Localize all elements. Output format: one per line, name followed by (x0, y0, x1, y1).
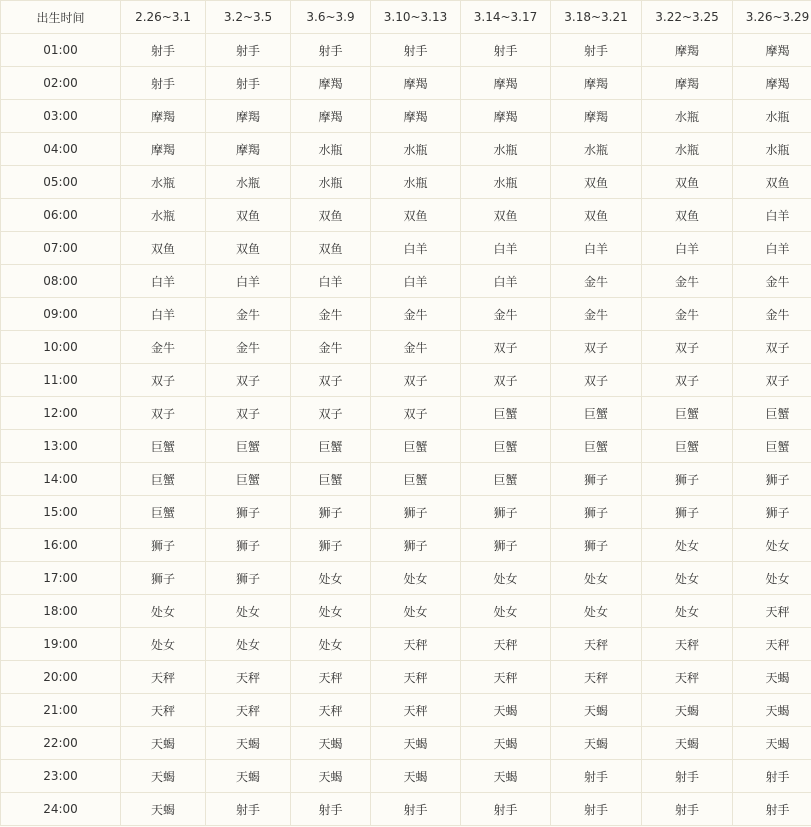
ascendant-sign-cell: 射手 (206, 67, 291, 100)
table-row (1, 265, 811, 298)
ascendant-sign-cell: 摩羯 (121, 133, 206, 166)
ascendant-sign-cell: 射手 (551, 34, 642, 67)
ascendant-sign-cell: 白羊 (121, 298, 206, 331)
birth-time-cell: 14:00 (1, 463, 121, 496)
table-row (1, 331, 811, 364)
table-row (1, 430, 811, 463)
ascendant-sign-cell: 双子 (371, 364, 461, 397)
ascendant-sign-cell: 白羊 (461, 265, 551, 298)
table-row (1, 34, 811, 67)
ascendant-sign-cell: 天蝎 (121, 793, 206, 826)
ascendant-sign-cell: 摩羯 (551, 100, 642, 133)
ascendant-sign-cell: 狮子 (371, 529, 461, 562)
ascendant-sign-cell: 射手 (291, 34, 371, 67)
ascendant-sign-cell: 摩羯 (371, 67, 461, 100)
ascendant-sign-cell: 天秤 (121, 661, 206, 694)
ascendant-sign-cell: 巨蟹 (291, 463, 371, 496)
column-header-date-range: 3.18~3.21 (551, 1, 642, 34)
ascendant-sign-cell: 双鱼 (733, 166, 811, 199)
table-row (1, 661, 811, 694)
ascendant-sign-cell: 双子 (642, 331, 733, 364)
ascendant-sign-cell: 巨蟹 (642, 430, 733, 463)
table-body (1, 34, 811, 826)
ascendant-sign-cell: 处女 (121, 595, 206, 628)
ascendant-sign-cell: 摩羯 (733, 67, 811, 100)
ascendant-sign-cell: 双鱼 (642, 166, 733, 199)
ascendant-sign-cell: 巨蟹 (291, 430, 371, 463)
ascendant-sign-cell: 水瓶 (733, 100, 811, 133)
ascendant-sign-cell: 巨蟹 (551, 397, 642, 430)
table-row (1, 166, 811, 199)
birth-time-cell: 09:00 (1, 298, 121, 331)
ascendant-sign-cell: 金牛 (733, 265, 811, 298)
ascendant-sign-cell: 金牛 (121, 331, 206, 364)
table-row (1, 595, 811, 628)
birth-time-cell: 04:00 (1, 133, 121, 166)
birth-time-cell: 17:00 (1, 562, 121, 595)
column-header-date-range: 3.2~3.5 (206, 1, 291, 34)
ascendant-sign-cell: 水瓶 (371, 133, 461, 166)
column-header-date-range: 3.14~3.17 (461, 1, 551, 34)
ascendant-sign-cell: 射手 (461, 34, 551, 67)
birth-time-cell: 22:00 (1, 727, 121, 760)
ascendant-sign-cell: 双鱼 (461, 199, 551, 232)
ascendant-sign-cell: 天秤 (206, 661, 291, 694)
ascendant-sign-cell: 处女 (733, 562, 811, 595)
ascendant-sign-cell: 射手 (733, 760, 811, 793)
ascendant-sign-cell: 天蝎 (461, 760, 551, 793)
ascendant-sign-cell: 射手 (551, 793, 642, 826)
ascendant-sign-cell: 处女 (551, 562, 642, 595)
ascendant-sign-cell: 处女 (642, 529, 733, 562)
column-header-date-range: 3.22~3.25 (642, 1, 733, 34)
ascendant-sign-cell: 射手 (291, 793, 371, 826)
ascendant-sign-cell: 天蝎 (121, 727, 206, 760)
ascendant-sign-cell: 处女 (461, 562, 551, 595)
ascendant-sign-cell: 处女 (733, 529, 811, 562)
ascendant-sign-cell: 水瓶 (206, 166, 291, 199)
ascendant-sign-cell: 狮子 (551, 463, 642, 496)
ascendant-sign-cell: 水瓶 (291, 133, 371, 166)
column-header-date-range: 2.26~3.1 (121, 1, 206, 34)
ascendant-sign-cell: 双子 (121, 364, 206, 397)
ascendant-sign-cell: 巨蟹 (461, 397, 551, 430)
ascendant-sign-cell: 天秤 (642, 628, 733, 661)
table-row (1, 232, 811, 265)
ascendant-sign-cell: 摩羯 (371, 100, 461, 133)
ascendant-sign-cell: 双鱼 (642, 199, 733, 232)
ascendant-sign-cell: 天蝎 (461, 694, 551, 727)
ascendant-sign-cell: 狮子 (461, 529, 551, 562)
ascendant-sign-cell: 天蝎 (642, 727, 733, 760)
ascendant-sign-cell: 摩羯 (642, 67, 733, 100)
ascendant-sign-cell: 双子 (551, 364, 642, 397)
ascendant-sign-cell: 水瓶 (121, 199, 206, 232)
ascendant-sign-cell: 天蝎 (551, 727, 642, 760)
ascendant-sign-cell: 水瓶 (733, 133, 811, 166)
birth-time-cell: 16:00 (1, 529, 121, 562)
ascendant-sign-cell: 处女 (461, 595, 551, 628)
ascendant-sign-cell: 处女 (642, 562, 733, 595)
ascendant-sign-cell: 狮子 (291, 529, 371, 562)
birth-time-cell: 06:00 (1, 199, 121, 232)
ascendant-sign-cell: 金牛 (461, 298, 551, 331)
ascendant-sign-cell: 水瓶 (121, 166, 206, 199)
ascendant-sign-cell: 天蝎 (206, 727, 291, 760)
table-row (1, 793, 811, 826)
birth-time-cell: 02:00 (1, 67, 121, 100)
ascendant-sign-cell: 天秤 (551, 661, 642, 694)
ascendant-sign-cell: 处女 (291, 562, 371, 595)
ascendant-sign-cell: 天蝎 (461, 727, 551, 760)
ascendant-sign-cell: 狮子 (291, 496, 371, 529)
table-row (1, 133, 811, 166)
ascendant-sign-cell: 射手 (733, 793, 811, 826)
ascendant-sign-cell: 处女 (206, 628, 291, 661)
table-row (1, 199, 811, 232)
birth-time-cell: 12:00 (1, 397, 121, 430)
ascendant-sign-cell: 处女 (121, 628, 206, 661)
ascendant-sign-cell: 射手 (461, 793, 551, 826)
ascendant-sign-cell: 双鱼 (551, 199, 642, 232)
ascendant-sign-cell: 巨蟹 (371, 430, 461, 463)
ascendant-sign-cell: 天蝎 (642, 694, 733, 727)
ascendant-sign-cell: 射手 (121, 67, 206, 100)
ascendant-sign-cell: 白羊 (733, 199, 811, 232)
ascendant-sign-cell: 金牛 (206, 331, 291, 364)
ascendant-sign-cell: 双鱼 (291, 232, 371, 265)
ascendant-sign-cell: 狮子 (461, 496, 551, 529)
ascendant-sign-cell: 水瓶 (371, 166, 461, 199)
table-row (1, 397, 811, 430)
birth-time-cell: 24:00 (1, 793, 121, 826)
ascendant-sign-cell: 天秤 (371, 694, 461, 727)
ascendant-sign-cell: 射手 (371, 793, 461, 826)
ascendant-sign-cell: 天蝎 (733, 661, 811, 694)
ascendant-sign-cell: 天秤 (371, 661, 461, 694)
column-header-date-range: 3.26~3.29 (733, 1, 811, 34)
ascendant-sign-cell: 金牛 (371, 298, 461, 331)
birth-time-cell: 07:00 (1, 232, 121, 265)
ascendant-sign-cell: 双子 (733, 364, 811, 397)
ascendant-sign-cell: 摩羯 (551, 67, 642, 100)
ascendant-sign-cell: 巨蟹 (461, 430, 551, 463)
ascendant-sign-cell: 狮子 (206, 529, 291, 562)
ascendant-sign-cell: 双鱼 (291, 199, 371, 232)
ascendant-sign-cell: 射手 (121, 34, 206, 67)
ascendant-sign-cell: 狮子 (121, 529, 206, 562)
ascendant-sign-cell: 射手 (642, 793, 733, 826)
table-row (1, 628, 811, 661)
ascendant-sign-cell: 摩羯 (291, 100, 371, 133)
ascendant-sign-cell: 射手 (206, 34, 291, 67)
ascendant-sign-cell: 白羊 (642, 232, 733, 265)
ascendant-sign-cell: 狮子 (206, 496, 291, 529)
ascendant-sign-cell: 巨蟹 (642, 397, 733, 430)
ascendant-sign-cell: 巨蟹 (733, 397, 811, 430)
ascendant-sign-cell: 摩羯 (291, 67, 371, 100)
ascendant-sign-cell: 狮子 (733, 496, 811, 529)
ascendant-sign-cell: 处女 (206, 595, 291, 628)
ascendant-sign-cell: 水瓶 (642, 133, 733, 166)
ascendant-sign-cell: 白羊 (733, 232, 811, 265)
ascendant-sign-cell: 天秤 (291, 661, 371, 694)
ascendant-sign-cell: 处女 (371, 562, 461, 595)
table-row (1, 100, 811, 133)
birth-time-cell: 05:00 (1, 166, 121, 199)
column-header-birth-time: 出生时间 (1, 1, 121, 34)
ascendant-sign-cell: 天蝎 (291, 727, 371, 760)
ascendant-sign-cell: 白羊 (371, 232, 461, 265)
ascendant-sign-cell: 射手 (371, 34, 461, 67)
ascendant-sign-cell: 狮子 (642, 463, 733, 496)
ascendant-sign-cell: 白羊 (121, 265, 206, 298)
ascendant-sign-cell: 处女 (642, 595, 733, 628)
ascendant-sign-cell: 白羊 (371, 265, 461, 298)
ascendant-sign-cell: 射手 (551, 760, 642, 793)
ascendant-sign-cell: 双鱼 (121, 232, 206, 265)
ascendant-sign-cell: 金牛 (371, 331, 461, 364)
birth-time-cell: 19:00 (1, 628, 121, 661)
ascendant-sign-cell: 天秤 (733, 628, 811, 661)
ascendant-sign-cell: 巨蟹 (121, 496, 206, 529)
ascendant-sign-cell: 水瓶 (461, 133, 551, 166)
ascendant-sign-cell: 金牛 (551, 298, 642, 331)
table-row (1, 496, 811, 529)
ascendant-sign-cell: 双子 (642, 364, 733, 397)
ascendant-sign-cell: 双子 (121, 397, 206, 430)
ascendant-sign-cell: 巨蟹 (121, 430, 206, 463)
ascendant-sign-cell: 天蝎 (291, 760, 371, 793)
ascendant-sign-cell: 天秤 (121, 694, 206, 727)
birth-time-cell: 18:00 (1, 595, 121, 628)
ascendant-sign-cell: 天蝎 (733, 694, 811, 727)
ascendant-sign-cell: 天秤 (551, 628, 642, 661)
column-header-date-range: 3.10~3.13 (371, 1, 461, 34)
ascendant-sign-cell: 天秤 (733, 595, 811, 628)
ascendant-sign-cell: 摩羯 (642, 34, 733, 67)
ascendant-sign-cell: 金牛 (206, 298, 291, 331)
birth-time-cell: 08:00 (1, 265, 121, 298)
ascendant-sign-cell: 狮子 (206, 562, 291, 595)
ascendant-sign-cell: 巨蟹 (206, 430, 291, 463)
ascendant-sign-cell: 狮子 (371, 496, 461, 529)
table-row (1, 760, 811, 793)
birth-time-cell: 01:00 (1, 34, 121, 67)
ascendant-sign-cell: 双子 (733, 331, 811, 364)
ascendant-sign-cell: 摩羯 (733, 34, 811, 67)
ascendant-sign-cell: 天秤 (371, 628, 461, 661)
ascendant-sign-cell: 天秤 (291, 694, 371, 727)
ascendant-sign-cell: 天秤 (461, 661, 551, 694)
ascendant-sign-cell: 双子 (461, 364, 551, 397)
table-row (1, 727, 811, 760)
table-row (1, 364, 811, 397)
ascendant-sign-cell: 白羊 (551, 232, 642, 265)
ascendant-sign-cell: 双子 (551, 331, 642, 364)
ascendant-sign-cell: 狮子 (121, 562, 206, 595)
ascendant-sign-cell: 双子 (206, 364, 291, 397)
table-header (1, 1, 811, 34)
table-row (1, 694, 811, 727)
ascendant-sign-cell: 摩羯 (206, 100, 291, 133)
birth-time-cell: 15:00 (1, 496, 121, 529)
ascendant-sign-cell: 巨蟹 (733, 430, 811, 463)
ascendant-sign-cell: 处女 (291, 595, 371, 628)
ascendant-sign-cell: 处女 (371, 595, 461, 628)
ascendant-sign-cell: 金牛 (291, 298, 371, 331)
ascendant-sign-cell: 巨蟹 (121, 463, 206, 496)
birth-time-cell: 23:00 (1, 760, 121, 793)
ascendant-sign-cell: 金牛 (642, 298, 733, 331)
ascendant-sign-cell: 双子 (461, 331, 551, 364)
ascendant-sign-cell: 天秤 (206, 694, 291, 727)
ascendant-sign-cell: 狮子 (733, 463, 811, 496)
table-row (1, 298, 811, 331)
birth-time-cell: 11:00 (1, 364, 121, 397)
ascendant-sign-cell: 金牛 (551, 265, 642, 298)
ascendant-sign-cell: 狮子 (642, 496, 733, 529)
ascendant-sign-cell: 摩羯 (461, 100, 551, 133)
ascendant-sign-cell: 双子 (371, 397, 461, 430)
ascendant-sign-cell: 巨蟹 (371, 463, 461, 496)
ascendant-sign-cell: 摩羯 (461, 67, 551, 100)
ascendant-sign-cell: 金牛 (642, 265, 733, 298)
table-row (1, 529, 811, 562)
ascendant-sign-cell: 天蝎 (371, 727, 461, 760)
column-header-date-range: 3.6~3.9 (291, 1, 371, 34)
ascendant-sign-cell: 狮子 (551, 529, 642, 562)
ascendant-sign-cell: 天秤 (461, 628, 551, 661)
ascendant-sign-cell: 双鱼 (551, 166, 642, 199)
table-row (1, 463, 811, 496)
header-row (1, 1, 811, 34)
table-row (1, 562, 811, 595)
ascendant-sign-cell: 双鱼 (371, 199, 461, 232)
ascendant-sign-cell: 双子 (291, 364, 371, 397)
ascendant-sign-cell: 狮子 (551, 496, 642, 529)
ascendant-sign-cell: 摩羯 (121, 100, 206, 133)
ascendant-sign-cell: 处女 (291, 628, 371, 661)
ascendant-sign-cell: 天蝎 (551, 694, 642, 727)
table-row (1, 67, 811, 100)
ascendant-sign-cell: 双鱼 (206, 232, 291, 265)
ascendant-sign-cell: 射手 (642, 760, 733, 793)
ascendant-sign-cell: 双子 (291, 397, 371, 430)
birth-time-cell: 21:00 (1, 694, 121, 727)
ascendant-sign-cell: 双子 (206, 397, 291, 430)
ascendant-sign-cell: 巨蟹 (206, 463, 291, 496)
ascendant-sign-cell: 天蝎 (371, 760, 461, 793)
ascendant-sign-cell: 水瓶 (642, 100, 733, 133)
ascendant-sign-cell: 水瓶 (291, 166, 371, 199)
ascendant-sign-cell: 金牛 (733, 298, 811, 331)
ascendant-sign-cell: 天蝎 (206, 760, 291, 793)
ascendant-sign-cell: 白羊 (461, 232, 551, 265)
ascendant-sign-cell: 天秤 (642, 661, 733, 694)
ascendant-sign-cell: 水瓶 (551, 133, 642, 166)
ascendant-sign-cell: 天蝎 (733, 727, 811, 760)
birth-time-cell: 03:00 (1, 100, 121, 133)
ascendant-sign-cell: 巨蟹 (461, 463, 551, 496)
birth-time-cell: 10:00 (1, 331, 121, 364)
ascendant-sign-cell: 水瓶 (461, 166, 551, 199)
ascendant-sign-cell: 金牛 (291, 331, 371, 364)
ascendant-sign-cell: 白羊 (291, 265, 371, 298)
ascendant-sign-cell: 白羊 (206, 265, 291, 298)
ascendant-sign-cell: 双鱼 (206, 199, 291, 232)
ascendant-sign-cell: 处女 (551, 595, 642, 628)
ascendant-sign-cell: 射手 (206, 793, 291, 826)
ascendant-sign-cell: 摩羯 (206, 133, 291, 166)
ascendant-sign-cell: 巨蟹 (551, 430, 642, 463)
ascendant-sign-cell: 天蝎 (121, 760, 206, 793)
birth-time-cell: 20:00 (1, 661, 121, 694)
birth-time-cell: 13:00 (1, 430, 121, 463)
